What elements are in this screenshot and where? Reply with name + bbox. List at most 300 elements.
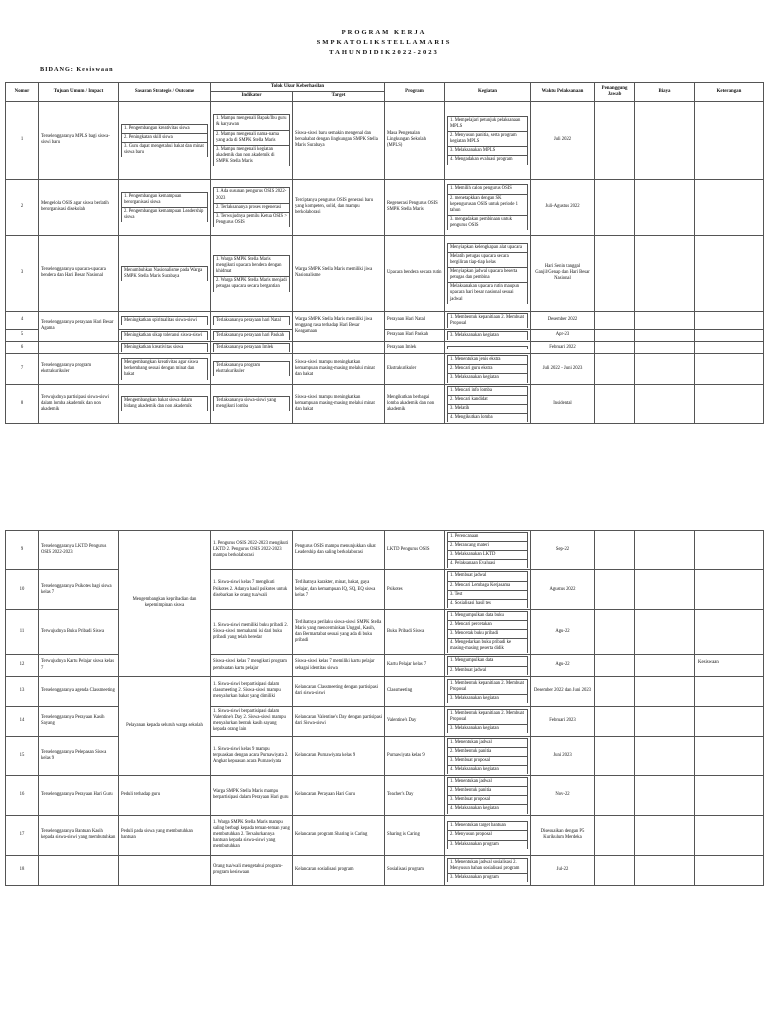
table-row (6, 179, 764, 235)
cell-indikator: 1. Siswa-siswi kelas 7 mengikuti Psikotes 2. Adanya hasil psikotes untuk disebarkan ke orang tua/wali (211, 570, 293, 609)
kegiatan-item-line: 3. Melaksanakan kegiatan (448, 725, 528, 734)
cell-program: Mengikutkan berbagai lomba akademik dan non akademik (385, 384, 445, 423)
cell-indikator: 1. Siswa-siswi memiliki buku pribadi 2. Siswa-siswi memahami isi dari buku pribadi yang telah beredar (211, 609, 293, 655)
cell-nomor: 11 (6, 609, 39, 655)
cell-keterangan (695, 676, 764, 706)
kegiatan-item (447, 386, 528, 422)
cell-target: Kelancaran program Sharing is Caring (293, 815, 385, 855)
sasaran-item-line: 1. Pengembangan kemampuan berorganisasi siswa (122, 193, 208, 208)
cell-pj (595, 101, 635, 179)
kegiatan-item-line: 1. Mengumpulkan data buku (448, 611, 528, 620)
kegiatan-item-line: Melaksanakan upacara rutin maupun upacara hari besar nasional sesuai jadwal (448, 283, 528, 304)
sasaran-item-line: Menumbuhkan Nasionalisme pada Warga SMPK Stella Maris Surabaya (122, 266, 208, 281)
cell-sasaran (119, 384, 211, 423)
cell-kegiatan (445, 342, 531, 354)
kegiatan-item-line (448, 347, 528, 350)
cell-sasaran (119, 179, 211, 235)
cell-nomor: 8 (6, 384, 39, 423)
kegiatan-item-line: 4. Mengadakan evaluasi program (448, 156, 528, 165)
kegiatan-item-line: 3. Melaksanakan program (448, 874, 528, 883)
indikator-item (213, 396, 290, 411)
program-table-top (5, 82, 764, 424)
cell-kegiatan (445, 855, 531, 885)
cell-kegiatan (445, 311, 531, 329)
indikator-item-line: Terlaksananya perayaan hari Paskah (214, 331, 290, 340)
kegiatan-item-line: 1. Memilih calon pengurus OSIS (448, 185, 528, 194)
cell-kegiatan (445, 815, 531, 855)
cell-biaya (635, 342, 695, 354)
header-school: SMPKATOLIKSTELLAMARIS (316, 39, 452, 46)
cell-indikator: 1. Siswa-siswi kelas 9 mampu terpuaskan dengan acara Purnawiyata 2. Angkat kepuasan acara Purnawiyata (211, 736, 293, 775)
cell-indikator: 1. Pengurus OSIS 2022-2023 mengikuti LKTD 2. Pengurus OSIS 2022-2023 mampu berkolaborasi (211, 531, 293, 570)
cell-kegiatan (445, 609, 531, 655)
sasaran-item (121, 124, 208, 157)
cell-sasaran (119, 311, 211, 329)
kegiatan-item-line: 1. Menentukan jadwal (448, 738, 528, 747)
cell-tujuan: Terselenggaranya MPLS bagi siswa-siswi baru (39, 101, 119, 179)
cell-indikator (211, 384, 293, 423)
kegiatan-item-line: 3. Melaksanakan program (448, 840, 528, 849)
kegiatan-item-line: 2. Menyusun proposal (448, 831, 528, 840)
cell-tujuan: Mengelola OSIS agar siswa berlatih berorganisasi disekolah (39, 179, 119, 235)
cell-indikator (211, 101, 293, 179)
cell-program: Upacara bendera secara rutin (385, 235, 445, 311)
kegiatan-item-line: 1. Menentukan jadwal (448, 778, 528, 787)
indikator-item (213, 343, 290, 352)
kegiatan-item-line: 3. Melaksanakan kegiatan (448, 331, 528, 340)
cell-biaya (635, 855, 695, 885)
kegiatan-item-line: 1. Mempelajari petunjuk pelaksanaan MPLS (448, 116, 528, 131)
cell-kegiatan (445, 736, 531, 775)
kegiatan-item-line: 2. Mencari guru ekstra (448, 365, 528, 374)
kegiatan-item-line: 2. Membentuk panitia (448, 747, 528, 756)
cell-kegiatan (445, 655, 531, 676)
cell-indikator (211, 311, 293, 329)
indikator-item-line: Terlaksananya perayaan hari Natal (214, 316, 290, 325)
cell-nomor: 9 (6, 531, 39, 570)
kegiatan-item-line: 1. Perencanaan (448, 533, 528, 542)
cell-biaya (635, 706, 695, 736)
cell-waktu: Disesuaikan dengan P5 Kurikulum Merdeka (531, 815, 595, 855)
cell-program: Masa Pengenalan Lingkungan Sekolah (MPLS) (385, 101, 445, 179)
kegiatan-item-line: 2. Merancang materi (448, 542, 528, 551)
indikator-item-line: 2. Terlaksananya proses regenerasi (214, 203, 290, 212)
cell-biaya (635, 609, 695, 655)
kegiatan-item-line: 4. Melaksanakan kegiatan (448, 765, 528, 774)
kegiatan-item-line: 1. Menentukan jenis ekstra (448, 356, 528, 365)
kegiatan-item-line: 1. Menentukan target bantuan (448, 822, 528, 831)
cell-tujuan: Terselenggaranya Bantuan Kasih kepada siswa-siswi yang membutuhkan (39, 815, 119, 855)
cell-indikator: Orang tua/wali mengetahui program-program kesiswaan (211, 855, 293, 885)
cell-waktu: Juli 2022 (531, 101, 595, 179)
cell-sasaran (119, 342, 211, 354)
table-row (6, 855, 764, 885)
cell-program: Classmeeting (385, 676, 445, 706)
cell-nomor: 13 (6, 676, 39, 706)
kegiatan-item-line: 1. Menentukan jadwal sosialisasi 2. Menyusun bahan sosialisasi program (448, 858, 528, 873)
cell-indikator (211, 354, 293, 384)
col-keterangan: Keterangan (695, 83, 764, 102)
cell-tujuan: Terselenggaranya upacara-upacara bendera dan Hari Besar Nasional (39, 235, 119, 311)
sasaran-item (121, 266, 208, 281)
kegiatan-item-line: 4. Pelaksanaan Evaluasi (448, 560, 528, 569)
cell-pj (595, 776, 635, 815)
cell-keterangan (695, 609, 764, 655)
col-waktu: Waktu Pelaksanaan (531, 83, 595, 102)
cell-biaya (635, 101, 695, 179)
cell-tujuan: Terselenggaranya program ekstrakurikuler (39, 354, 119, 384)
indikator-item-line: Terlaksananya siswa-siswi yang mengikuti lomba (214, 397, 290, 412)
kegiatan-item (447, 346, 528, 349)
kegiatan-item-line: 1. Mencari info lomba (448, 386, 528, 395)
cell-nomor: 6 (6, 342, 39, 354)
cell-nomor: 4 (6, 311, 39, 329)
cell-pj (595, 384, 635, 423)
indikator-item (213, 114, 290, 166)
col-tolok: Tolok Ukur Keberhasilan (211, 83, 385, 92)
kegiatan-item (447, 858, 528, 882)
sasaran-item (121, 331, 208, 340)
cell-sasaran (119, 855, 211, 885)
indikator-item-line: Terlaksananya perayaan Imlek (214, 344, 290, 353)
table-row (6, 354, 764, 384)
cell-kegiatan (445, 570, 531, 609)
cell-target: Terlihatnya perilaku siswa-siswi SMPK Stella Maris yang mencerminkan Unggul, Kasih, dan Bermartabat sesuai yang ada di buku pribadi (293, 609, 385, 655)
cell-pj (595, 815, 635, 855)
cell-pj (595, 855, 635, 885)
sasaran-item-line: Mengembangkan bakat siswa dalam bidang akademik dan non akademik (122, 397, 208, 412)
cell-indikator (211, 179, 293, 235)
kegiatan-item-line: 3. Melaksanakan kegiatan (448, 695, 528, 704)
kegiatan-item-line: 2. Membentuk panitia (448, 787, 528, 796)
col-pj: Penanggung Jawab (595, 83, 635, 102)
kegiatan-item-line: 1. Membuat jadwal (448, 572, 528, 581)
kegiatan-item-line: 2. Menyusun panitia, serta program kegiatan MPLS (448, 132, 528, 147)
kegiatan-item-line: 3. Melaksanakan kegiatan (448, 374, 528, 383)
kegiatan-item (447, 709, 528, 733)
sasaran-item (121, 396, 208, 411)
indikator-item-line: 1. Ada susunan pengurus OSIS 2022-2023 (214, 188, 290, 203)
table-row (6, 815, 764, 855)
header-title: PROGRAM KERJA (341, 29, 427, 36)
cell-keterangan (695, 570, 764, 609)
cell-program: Perayaan Hari Paskah (385, 329, 445, 341)
cell-pj (595, 570, 635, 609)
cell-waktu: Agustus 2022 (531, 570, 595, 609)
cell-program: Kartu Pelajar kelas 7 (385, 655, 445, 676)
kegiatan-item-line: 4. Sosialisasi hasil tes (448, 599, 528, 608)
cell-sasaran (119, 101, 211, 179)
kegiatan-item (447, 355, 528, 382)
indikator-item (213, 255, 290, 292)
kegiatan-item (447, 331, 528, 340)
col-kegiatan: Kegiatan (445, 83, 531, 102)
sasaran-item-line: 1. Pengembangan kreativitas siswa (122, 124, 208, 133)
col-program: Program (385, 83, 445, 102)
cell-keterangan (695, 736, 764, 775)
kegiatan-item (447, 571, 528, 607)
cell-program: Psikotes (385, 570, 445, 609)
cell-kegiatan (445, 354, 531, 384)
cell-biaya (635, 736, 695, 775)
cell-sasaran (119, 354, 211, 384)
cell-pj (595, 342, 635, 354)
kegiatan-item-line: Menyiapkan kelengkapan alat upacara (448, 243, 528, 252)
kegiatan-item-line: 3. Melaksanakan LKTD (448, 551, 528, 560)
cell-waktu: Februari 2022 (531, 342, 595, 354)
cell-waktu: Agu-22 (531, 655, 595, 676)
cell-kegiatan (445, 776, 531, 815)
cell-pj (595, 311, 635, 329)
indikator-item-line: Terlaksananya program ekstrakurikuler (214, 362, 290, 377)
cell-indikator (211, 329, 293, 341)
cell-tujuan: Terselenggaranya Psikotes bagi siswa kelas 7 (39, 570, 119, 609)
cell-tujuan: Terselenggaranya agenda Classmeeting (39, 676, 119, 706)
cell-keterangan (695, 706, 764, 736)
cell-biaya (635, 235, 695, 311)
cell-target (293, 342, 385, 354)
cell-tujuan (39, 855, 119, 885)
kegiatan-item-line: 3. Melaksanakan MPLS (448, 147, 528, 156)
sasaran-item (121, 316, 208, 325)
cell-program: Sharing is Caring (385, 815, 445, 855)
cell-keterangan (695, 655, 764, 676)
cell-biaya (635, 311, 695, 329)
cell-biaya (635, 354, 695, 384)
cell-nomor: 16 (6, 776, 39, 815)
col-indikator: Indikator (211, 92, 293, 101)
kegiatan-item-line: 1. Membentuk kepanitiaan 2. Membuat Proposal (448, 313, 528, 328)
kegiatan-item-line: 2. menetapkkan dengan SK kepengurusan OSIS untuk periode 1 tahun (448, 194, 528, 215)
cell-pj (595, 329, 635, 341)
cell-target: Warga SMPK Stella Maris memiliki jiwa Nasionalisme (293, 235, 385, 311)
indikator-item-line: 3. Mampu mengenali kegiatan akademik dan non akademik di SMPK Stella Maris (214, 145, 290, 166)
cell-sasaran: Pelayanan kepada seluruh warga sekolah (119, 676, 211, 775)
penanggung-jawab-label: Kesiswaan (698, 660, 719, 665)
cell-indikator (211, 235, 293, 311)
cell-sasaran: Mengembangkan kepribadian dan kepemimpinan siswa (119, 531, 211, 677)
table-row (6, 101, 764, 179)
cell-waktu: Desember 2022 (531, 311, 595, 329)
table-row (6, 311, 764, 329)
kegiatan-item-line: 2. Mencari percetakan (448, 620, 528, 629)
sasaran-item (121, 343, 208, 352)
cell-program: Valentine's Day (385, 706, 445, 736)
cell-sasaran (119, 235, 211, 311)
cell-keterangan (695, 815, 764, 855)
sasaran-item-line: 3. Guru dapat mengetahui bakat dan minat siswa baru (122, 142, 208, 157)
cell-tujuan: Terselenggaranya Perayaan Kasih Sayang (39, 706, 119, 736)
sasaran-item-line: Meningkatkan spiritualitas siswa-siswi (122, 316, 208, 325)
cell-kegiatan (445, 179, 531, 235)
kegiatan-item-line: 3. Membuat proposal (448, 756, 528, 765)
kegiatan-item (447, 821, 528, 848)
kegiatan-item-line: 3. Mencetak buku pribadi (448, 630, 528, 639)
kegiatan-item-line: 3. Melatih (448, 404, 528, 413)
cell-keterangan (695, 354, 764, 384)
indikator-item (213, 361, 290, 376)
cell-program: Regenerasi Pengurus OSIS SMPK Stella Maris (385, 179, 445, 235)
cell-nomor: 2 (6, 179, 39, 235)
cell-program: Buku Pribadi Siswa (385, 609, 445, 655)
kegiatan-item-line: 2. Mencari kandidat (448, 395, 528, 404)
indikator-item-line: 2. Mampu mengenali nama-nama yang ada di SMPK Stella Maris (214, 130, 290, 145)
kegiatan-item (447, 116, 528, 165)
table-row (6, 235, 764, 311)
sasaran-item (121, 358, 208, 379)
cell-tujuan: Terwujudnya partisipasi siswa-siswi dalam lomba akademik dan non akademik (39, 384, 119, 423)
cell-nomor: 7 (6, 354, 39, 384)
kegiatan-item-line: 1. Mengumpulkan data (448, 657, 528, 666)
cell-nomor: 5 (6, 329, 39, 341)
cell-keterangan (695, 855, 764, 885)
kegiatan-item-line: 1. Membentuk kepanitiaan 2. Membuat Proposal (448, 679, 528, 694)
col-nomor: Nomor (6, 83, 39, 102)
cell-pj (595, 235, 635, 311)
cell-tujuan (39, 342, 119, 354)
cell-biaya (635, 676, 695, 706)
cell-target: Terciptanya pengurus OSIS generasi baru yang kompeten, solid, dan mampu berkolaborasi (293, 179, 385, 235)
kegiatan-item (447, 313, 528, 328)
cell-nomor: 17 (6, 815, 39, 855)
cell-indikator: 1. Warga SMPK Stella Maris mampu saling berbagi kepada teman-teman yang membutuhkan 2. Tersalurkannya bantuan kepada siswa-siswi yang membutuhkan (211, 815, 293, 855)
sasaran-item (121, 192, 208, 222)
cell-keterangan (695, 531, 764, 570)
sasaran-item-line: Mengembangkan kreativitas agar siswa berkembang sesuai dengan minat dan bakat (122, 359, 208, 380)
cell-nomor: 1 (6, 101, 39, 179)
cell-tujuan: Terwujudnya Kartu Pelajar siswa kelas 7 (39, 655, 119, 676)
sasaran-item-line: Meningkatkan sikap toleransi siswa-siswi (122, 331, 208, 340)
cell-kegiatan (445, 235, 531, 311)
cell-kegiatan (445, 101, 531, 179)
sasaran-item-line: Meningkatkan kreativitas siswa (122, 344, 208, 353)
cell-biaya (635, 384, 695, 423)
cell-nomor: 15 (6, 736, 39, 775)
cell-indikator (211, 342, 293, 354)
cell-sasaran: Peduli terhadap guru (119, 776, 211, 815)
cell-waktu: Juni 2023 (531, 736, 595, 775)
cell-indikator: 1. Siswa-siswi berpartisipasi dalam classmeeting 2. Siswa-siswi mampu menyalurkan bakat yang dimiliki (211, 676, 293, 706)
cell-program: Ekstrakurikuler (385, 354, 445, 384)
indikator-item-line: 3. Terwujudnya pemilu Ketua OSIS > Pengurus OSIS (214, 212, 290, 227)
cell-target: Kelancaran Classmeeting dengan partisipasi dari siswa-siswi (293, 676, 385, 706)
sasaran-item-line: 2. Peningkatan skill siswa (122, 133, 208, 142)
cell-keterangan (695, 342, 764, 354)
indikator-item (213, 316, 290, 325)
cell-waktu: Desember 2022 dan Juni 2023 (531, 676, 595, 706)
cell-target: Siswa-siswi kelas 7 memiliki kartu pelajar sebagai identitas siswa (293, 655, 385, 676)
cell-tujuan: Terselenggaranya LKTD Pengurus OSIS 2022-2023 (39, 531, 119, 570)
kegiatan-item (447, 532, 528, 568)
indikator-item (213, 331, 290, 340)
cell-pj (595, 655, 635, 676)
cell-nomor: 18 (6, 855, 39, 885)
cell-pj (595, 609, 635, 655)
kegiatan-item-line: Melatih petugas upacara secara bergiliran tiap-tiap kelas (448, 252, 528, 267)
cell-indikator: Warga SMPK Stella Maris mampu berpartisipasi dalam Perayaan Hari guru (211, 776, 293, 815)
cell-biaya (635, 179, 695, 235)
cell-biaya (635, 531, 695, 570)
cell-target: Pengurus OSIS mampu menunjukkan sikat Leadership dan saling berkolaborasi (293, 531, 385, 570)
kegiatan-item-line: 3. Test (448, 590, 528, 599)
cell-nomor: 12 (6, 655, 39, 676)
cell-kegiatan (445, 676, 531, 706)
cell-waktu: Juli-Agustus 2022 (531, 179, 595, 235)
cell-program: Perayaan Hari Natal (385, 311, 445, 329)
cell-kegiatan (445, 384, 531, 423)
kegiatan-item-line: 4. Mengedarkan buku pribadi ke masing-masing peserta didik (448, 639, 528, 654)
cell-tujuan: Terselenggaranya perayaan Hari Besar Agama (39, 311, 119, 341)
cell-tujuan: Terselenggaranya Pelepasan Siswa kelas 9 (39, 736, 119, 775)
cell-waktu: Jul-22 (531, 855, 595, 885)
bidang-label: BIDANG: Kesiswaan (40, 66, 114, 73)
col-biaya: Biaya (635, 83, 695, 102)
cell-keterangan (695, 179, 764, 235)
indikator-item-line: 1. Warga SMPK Stella Maris mengikuti upacara bendera dengan khidmat (214, 255, 290, 276)
kegiatan-item-line: 2. Mencari Lembaga Kerjasama (448, 581, 528, 590)
cell-keterangan (695, 329, 764, 341)
cell-waktu: Apr-23 (531, 329, 595, 341)
table-row (6, 531, 764, 570)
cell-kegiatan (445, 329, 531, 341)
indikator-item (213, 187, 290, 227)
kegiatan-item (447, 243, 528, 304)
cell-program: Perayaan Imlek (385, 342, 445, 354)
kegiatan-item-line: 2. Membuat jadwal (448, 666, 528, 675)
cell-pj (595, 354, 635, 384)
cell-biaya (635, 570, 695, 609)
cell-program: LKTD Pengurus OSIS (385, 531, 445, 570)
table-row (6, 329, 764, 341)
kegiatan-item (447, 611, 528, 654)
cell-sasaran: Peduli pada siswa yang membutuhkan bantuan (119, 815, 211, 855)
cell-keterangan (695, 235, 764, 311)
cell-waktu: Sep-22 (531, 531, 595, 570)
header-year: TAHUNDIDIK2022-2023 (329, 49, 439, 56)
kegiatan-item (447, 738, 528, 774)
indikator-item-line: 1. Mampu mengenali Bapak/Ibu guru & karyawan (214, 115, 290, 130)
document-header (0, 28, 768, 58)
table-row (6, 342, 764, 354)
cell-biaya (635, 655, 695, 676)
cell-pj (595, 736, 635, 775)
cell-keterangan (695, 101, 764, 179)
cell-nomor: 10 (6, 570, 39, 609)
cell-waktu: Nov-22 (531, 776, 595, 815)
cell-target: Kelancaran Valentine's Day dengan partisipasi dari Siswa-siswi (293, 706, 385, 736)
cell-target: Warga SMPK Stella Maris memiliki jiwa tenggang rasa terhadap Hari Besar Keagamaan (293, 311, 385, 341)
cell-pj (595, 531, 635, 570)
cell-kegiatan (445, 706, 531, 736)
table-row (6, 676, 764, 706)
cell-target: Siswa-siswi mampu meningkatkan kemampuan masing-masing melalui minat dan bakat (293, 354, 385, 384)
cell-sasaran (119, 329, 211, 341)
cell-keterangan (695, 384, 764, 423)
col-tujuan: Tujuan Umum / Impact (39, 83, 119, 102)
kegiatan-item-line: 3. Membuat proposal (448, 796, 528, 805)
cell-program: Purnawiyata kelas 9 (385, 736, 445, 775)
table-row (6, 384, 764, 423)
cell-indikator: 1. Siswa-siswi berpartisipasi dalam Valentine's Day 2. Siswa-siswi mampu menyalurkan bentuk kasih sayang kepada orang lain (211, 706, 293, 736)
cell-tujuan: Terselenggaranya Perayaan Hari Guru (39, 776, 119, 815)
kegiatan-item (447, 777, 528, 813)
cell-biaya (635, 815, 695, 855)
kegiatan-item (447, 679, 528, 703)
cell-waktu: Agu-22 (531, 609, 595, 655)
cell-target: Kelancaran sosialisasi program (293, 855, 385, 885)
kegiatan-item-line: 4. Mengikutkan lomba (448, 413, 528, 422)
kegiatan-item (447, 184, 528, 230)
